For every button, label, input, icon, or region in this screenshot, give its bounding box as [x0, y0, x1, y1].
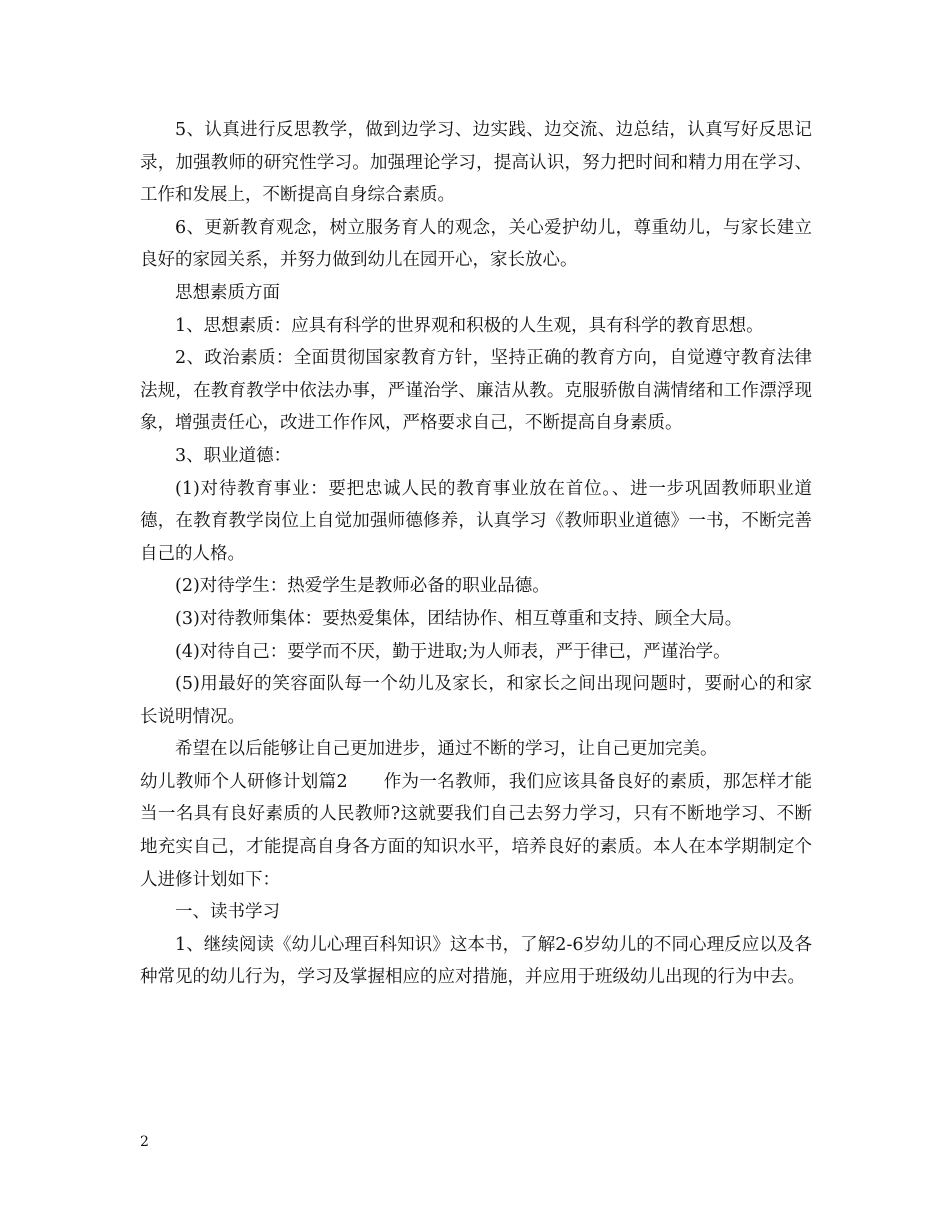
paragraph-hope: 希望在以后能够让自己更加进步，通过不断的学习，让自己更加完美。	[175, 739, 718, 760]
page-number: 2	[140, 1134, 149, 1150]
paragraph-ethics-item-2: (2)对待学生：热爱学生是教师必备的职业品德。	[175, 576, 550, 597]
paragraph-ethics-item-5: (5)用最好的笑容面队每一个幼儿及家长，和家长之间出现问题时，要耐心的和家长说明情况。	[140, 674, 812, 727]
paragraph-reflective-teaching: 5、认真进行反思教学，做到边学习、边实践、边交流、边总结，认真写好反思记录，加强教师的研究性学习。加强理论学习，提高认识，努力把时间和精力用在学习、工作和发展上，不断提高自身综合素质。	[140, 120, 812, 206]
paragraph-ethics-item-1: (1)对待教育事业：要把忠诚人民的教育事业放在首位。、进一步巩固教师职业道德，在教育教学岗位上自觉加强师德修养，认真学习《教师职业道德》一书，不断完善自己的人格。	[140, 478, 812, 564]
paragraph-plan-2-intro: 幼儿教师个人研修计划篇2 作为一名教师，我们应该具备良好的素质，那怎样才能当一名具有良好素质的人民教师?这就要我们自己去努力学习，只有不断地学习、不断地充实自己，才能提高自身各方面的知识水平，培养良好的素质。本人在本学期制定个人进修计划如下：	[140, 771, 812, 890]
paragraph-political-quality: 2、政治素质：全面贯彻国家教育方针，坚持正确的教育方向，自觉遵守教育法律法规，在教育教学中依法办事，严谨治学、廉洁从教。克服骄傲自满情绪和工作漂浮现象，增强责任心，改进工作作风，严格要求自己，不断提高自身素质。	[140, 348, 812, 434]
section-heading-reading: 一、读书学习	[175, 902, 280, 923]
document-body	[140, 114, 812, 994]
paragraph-ideological-quality: 1、思想素质：应具有科学的世界观和积极的人生观，具有科学的教育思想。	[175, 315, 764, 336]
paragraph-education-concept: 6、更新教育观念，树立服务育人的观念，关心爱护幼儿，尊重幼儿，与家长建立良好的家园关系，并努力做到幼儿在园开心，家长放心。	[140, 217, 812, 271]
paragraph-professional-ethics-heading: 3、职业道德：	[175, 445, 292, 466]
paragraph-reading-item-1: 1、继续阅读《幼儿心理百科知识》这本书，了解2-6岁幼儿的不同心理反应以及各种常见的幼儿行为，学习及掌握相应的应对措施，并应用于班级幼儿出现的行为中去。	[140, 934, 812, 988]
paragraph-ethics-item-4: (4)对待自己：要学而不厌，勤于进取;为人师表，严于律已，严谨治学。	[175, 641, 731, 662]
paragraph-ethics-item-3: (3)对待教师集体：要热爱集体，团结协作、相互尊重和支持、顾全大局。	[175, 608, 743, 629]
section-heading-ideological-quality: 思想素质方面	[175, 282, 280, 303]
